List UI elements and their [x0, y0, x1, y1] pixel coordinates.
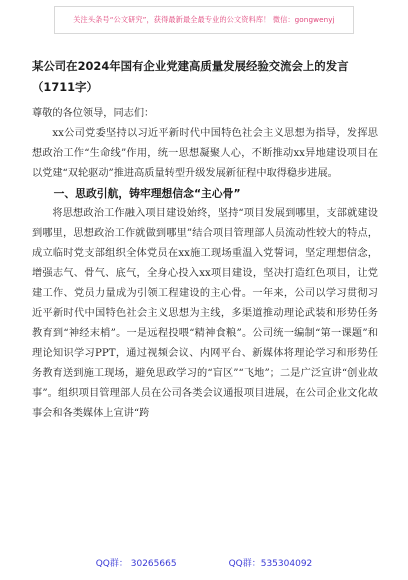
intro-paragraph: xx公司党委坚持以习近平新时代中国特色社会主义思想为指导，发挥思想政治工作“生命线”作用，统一思想凝聚人心，不断推动xx异地建设项目在以党建“双轮驱动”推进高质量转型升级发展新征程中取得稳步进展。 — [32, 128, 378, 179]
document-body — [32, 104, 378, 424]
promo-banner-text: 关注头条号“公文研究”，获得最新最全最专业的公文资料库！ 微信：gongwenyj — [73, 15, 335, 24]
promo-banner — [54, 6, 354, 34]
salutation: 尊敬的各位领导，同志们： — [32, 108, 155, 119]
qq-group-1: QQ群： 30265665 — [95, 559, 177, 569]
section-heading: 一、思政引航，铸牢理想信念“主心骨” — [53, 187, 241, 200]
document-title: 某公司在2024年国有企业党建高质量发展经验交流会上的发言（1711字） — [32, 59, 349, 94]
qq-group-2: QQ群：535304092 — [228, 559, 313, 569]
section-paragraph: 将思想政治工作融入项目建设始终，坚持“项目发展到哪里，支部就建设到哪里，思想政治工作就做到哪里”结合项目管理部人员流动性较大的特点，成立临时党支部组织全体党员在xx施工现场重温入党誓词，坚定理想信念，增强志气、骨气、底气，全身心投入xx项目建设，坚决打造红色项目，让党建工作、党员力量成为引领工程建设的主心骨。一年来，公司以学习贯彻习近平新时代中国特色社会主义思想为主线，多渠道推动理论武装和形势任务教育到“神经末梢”。一是远程投喂“精神食粮”。公司统一编制“第一课题”和理论知识学习PPT，通过视频会议、内网平台、新媒体将理论学习和形势任务教育送到施工现场，避免思政学习的“盲区”“飞地”；二是广泛宣讲“创业故事”。组织项目管理部人员在公司各类会议通报项目进展，在公司企业文化故事会和各类媒体上宣讲“跨 — [32, 208, 378, 419]
footer — [0, 556, 408, 574]
